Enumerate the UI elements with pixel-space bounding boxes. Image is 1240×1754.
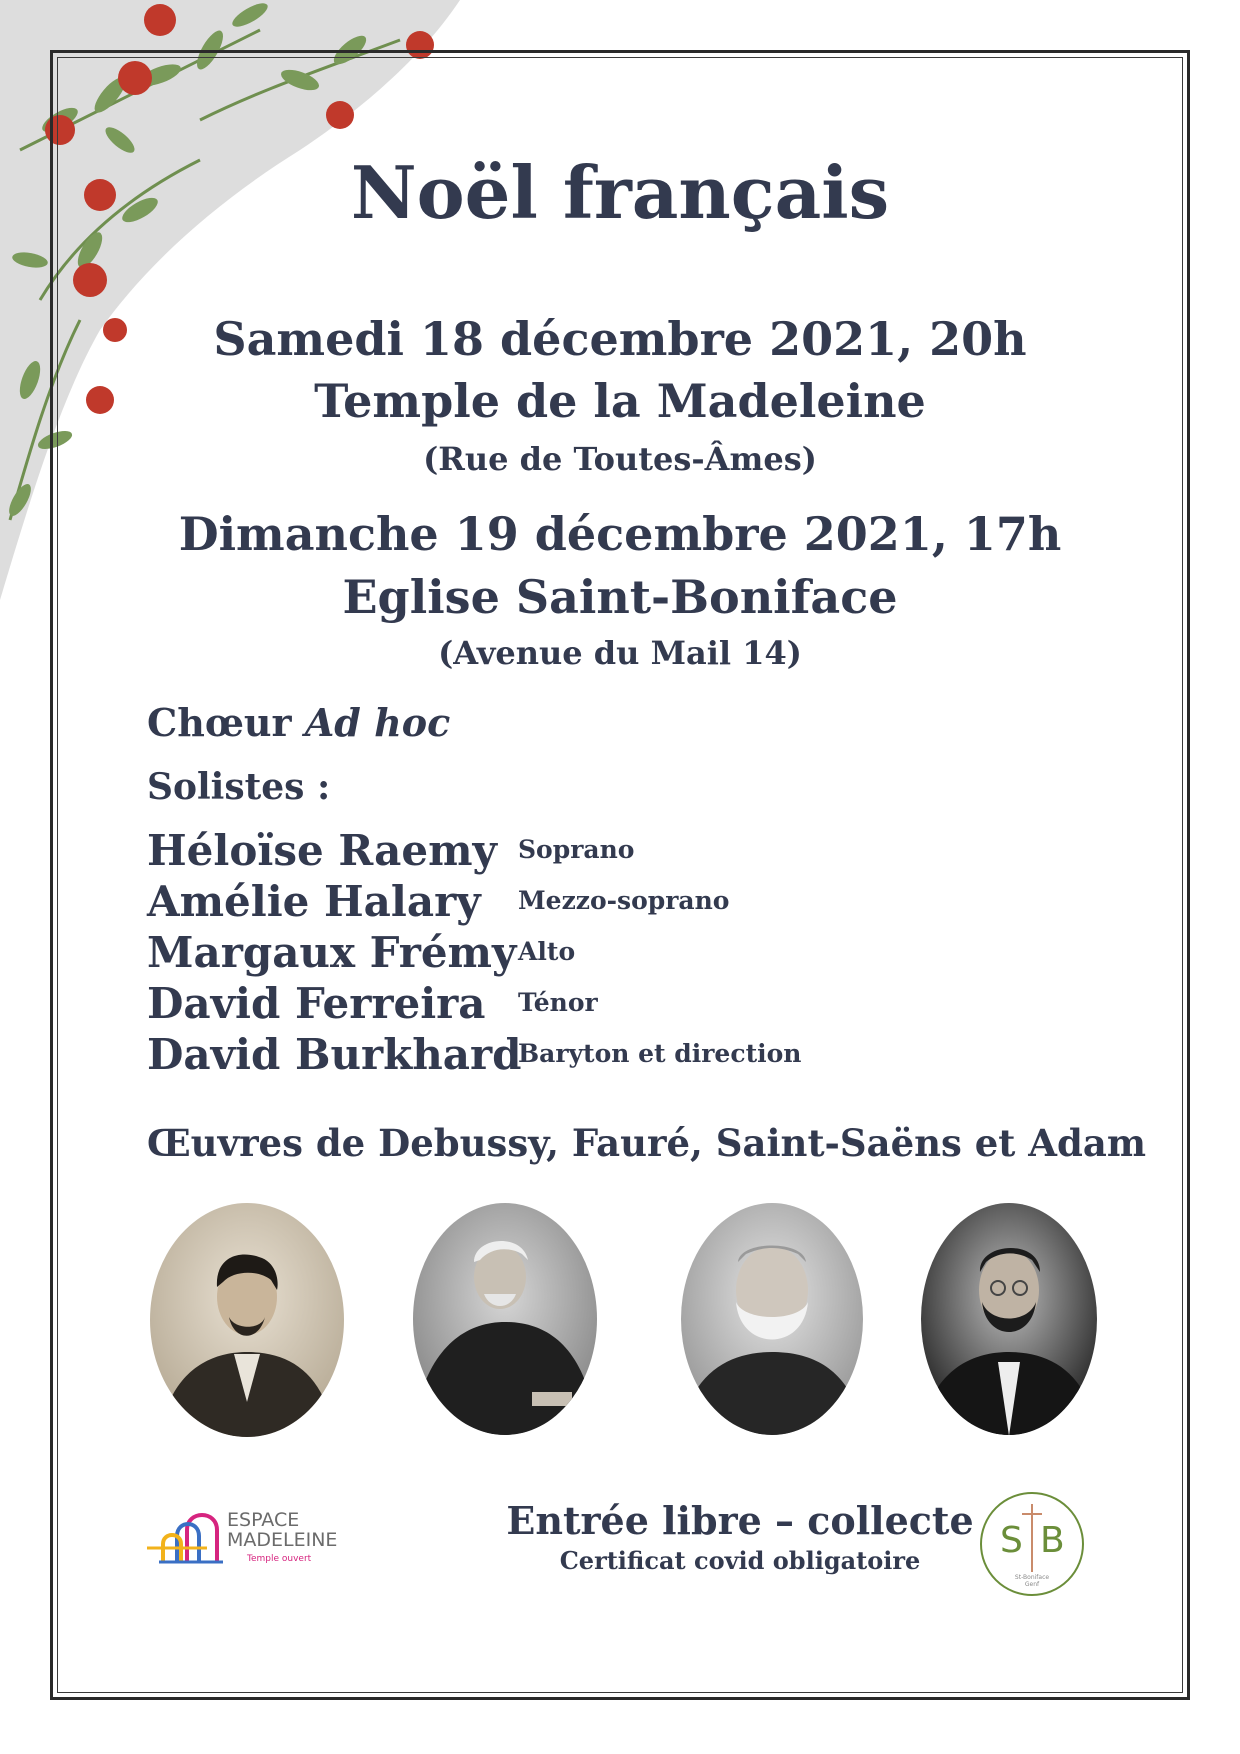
inner-frame (57, 57, 1183, 1693)
choir-prefix: Chœur (147, 700, 305, 745)
soloist-role: Mezzo-soprano (518, 886, 730, 915)
soloist-name: Amélie Halary (147, 877, 481, 926)
works-line: Œuvres de Debussy, Fauré, Saint-Saëns et Adam (147, 1121, 1146, 1165)
soloist-role: Baryton et direction (518, 1039, 802, 1068)
saint-boniface-logo (978, 1490, 1086, 1598)
sb-caption (978, 1574, 1086, 1588)
soloist-role: Soprano (518, 835, 635, 864)
choir-name: Ad hoc (304, 700, 451, 745)
portrait-saint-saens (680, 1202, 864, 1436)
soloists-heading: Solistes : (147, 766, 331, 808)
choir-line (147, 700, 450, 745)
portrait-adam (920, 1202, 1098, 1436)
concert2-venue: Eglise Saint-Boniface (342, 570, 898, 624)
soloist-name: David Burkhard (147, 1030, 522, 1079)
espace-madeleine-arch-icon (147, 1500, 237, 1570)
concert1-date: Samedi 18 décembre 2021, 20h (213, 312, 1027, 366)
portrait-faure (412, 1202, 598, 1436)
espace-madeleine-logo (147, 1500, 367, 1570)
soloist-name: Margaux Frémy (147, 928, 517, 977)
sb-letter-b: B (1040, 1520, 1065, 1561)
concert1-address: (Rue de Toutes-Âmes) (423, 440, 817, 478)
soloist-role: Ténor (518, 988, 598, 1017)
espace-tagline: Temple ouvert (247, 1554, 312, 1564)
soloist-name: Héloïse Raemy (147, 826, 497, 875)
espace-line2: MADELEINE (227, 1529, 338, 1551)
sb-caption-2: Genf (1024, 1581, 1040, 1588)
poster-title: Noël français (350, 150, 890, 235)
entry-info: Entrée libre – collecte (506, 1498, 974, 1543)
espace-line1: ESPACE (227, 1509, 300, 1531)
covid-notice: Certificat covid obligatoire (559, 1546, 921, 1575)
sb-letter-s: S (1000, 1520, 1023, 1561)
concert2-address: (Avenue du Mail 14) (438, 634, 802, 672)
concert1-venue: Temple de la Madeleine (314, 374, 926, 428)
espace-madeleine-wordmark (227, 1510, 337, 1550)
concert2-date: Dimanche 19 décembre 2021, 17h (178, 507, 1062, 561)
sb-caption-1: St-Boniface (1014, 1574, 1050, 1581)
portrait-debussy (149, 1202, 345, 1438)
soloist-name: David Ferreira (147, 979, 486, 1028)
soloist-role: Alto (518, 937, 576, 966)
